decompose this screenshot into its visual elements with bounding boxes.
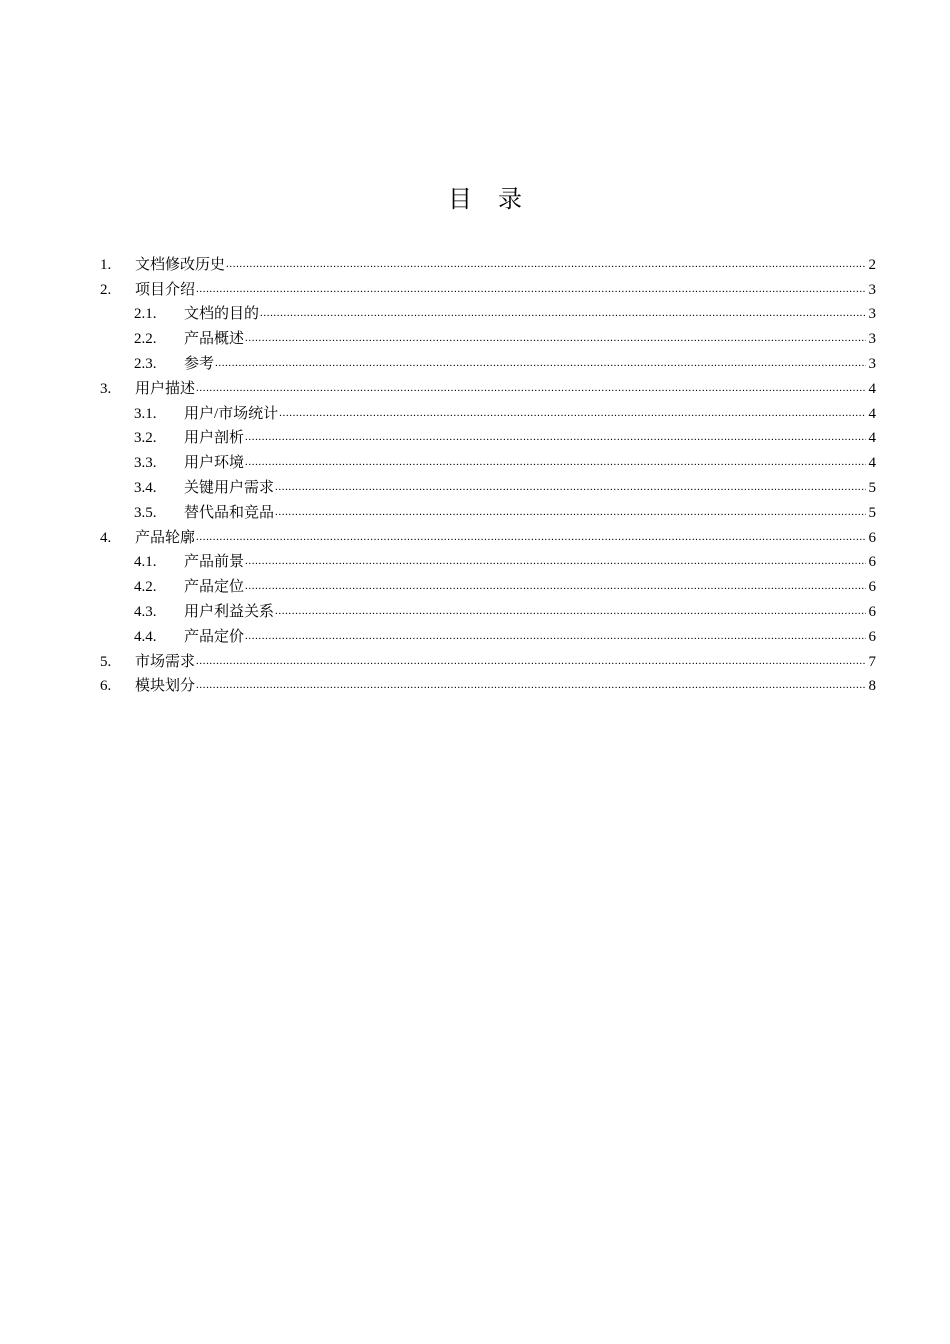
toc-entry-page: 2 <box>868 256 876 273</box>
toc-dot-leader <box>196 678 866 693</box>
toc-entry-page: 5 <box>868 504 876 521</box>
toc-entry-number: 3.3. <box>134 455 157 472</box>
toc-entry[interactable] <box>100 647 876 672</box>
toc-entry-label: 用户利益关系 <box>184 603 275 620</box>
toc-entry-label: 文档的目的 <box>184 306 260 323</box>
toc-entry-number: 3.4. <box>134 479 157 496</box>
toc-entry-page: 6 <box>868 579 876 596</box>
toc-entry-page: 6 <box>868 529 876 546</box>
toc-dot-leader <box>245 455 866 470</box>
toc-entry-page: 3 <box>868 281 876 298</box>
toc-entry-page: 4 <box>868 405 876 422</box>
toc-entry[interactable] <box>100 498 876 523</box>
toc-entry-number: 6. <box>100 678 112 695</box>
toc-entry-label: 产品概述 <box>184 331 245 348</box>
toc-entry[interactable] <box>100 597 876 622</box>
toc-entry[interactable] <box>100 399 876 424</box>
toc-entry[interactable] <box>100 473 876 498</box>
toc-dot-leader <box>196 381 866 396</box>
toc-dot-leader <box>279 406 866 421</box>
toc-entry-page: 6 <box>868 554 876 571</box>
toc-dot-leader <box>245 579 866 594</box>
toc-entry-number: 2. <box>100 281 112 298</box>
toc-entry-number: 5. <box>100 653 112 670</box>
table-of-contents <box>100 250 876 696</box>
toc-entry-page: 6 <box>868 628 876 645</box>
toc-entry-number: 2.3. <box>134 355 157 372</box>
toc-dot-leader <box>215 356 866 371</box>
toc-entry[interactable] <box>100 572 876 597</box>
toc-entry-page: 4 <box>868 430 876 447</box>
toc-entry[interactable] <box>100 672 876 697</box>
toc-entry-number: 3. <box>100 380 112 397</box>
toc-dot-leader <box>245 430 866 445</box>
toc-entry[interactable] <box>100 622 876 647</box>
toc-entry-page: 6 <box>868 603 876 620</box>
toc-entry-label: 用户剖析 <box>184 430 245 447</box>
toc-dot-leader <box>275 505 866 520</box>
toc-entry-label: 替代品和竞品 <box>184 504 275 521</box>
toc-title: 目 录 <box>448 187 532 213</box>
toc-dot-leader <box>275 604 866 619</box>
toc-dot-leader <box>226 257 866 272</box>
toc-entry-number: 3.2. <box>134 430 157 447</box>
toc-entry-number: 4. <box>100 529 112 546</box>
toc-entry-page: 3 <box>868 306 876 323</box>
toc-entry[interactable] <box>100 448 876 473</box>
toc-entry-label: 项目介绍 <box>135 281 196 298</box>
toc-entry[interactable] <box>100 300 876 325</box>
toc-entry-label: 文档修改历史 <box>135 256 226 273</box>
toc-entry-number: 2.1. <box>134 306 157 323</box>
toc-entry[interactable] <box>100 250 876 275</box>
toc-dot-leader <box>275 480 866 495</box>
toc-entry-number: 4.1. <box>134 554 157 571</box>
toc-entry-number: 3.5. <box>134 504 157 521</box>
toc-dot-leader <box>245 331 866 346</box>
toc-entry[interactable] <box>100 548 876 573</box>
toc-entry-number: 4.4. <box>134 628 157 645</box>
toc-entry[interactable] <box>100 424 876 449</box>
toc-entry-page: 3 <box>868 331 876 348</box>
toc-entry-page: 4 <box>868 455 876 472</box>
toc-entry-label: 参考 <box>184 355 215 372</box>
toc-entry-label: 用户环境 <box>184 455 245 472</box>
toc-entry-number: 1. <box>100 256 112 273</box>
toc-dot-leader <box>260 306 866 321</box>
toc-entry-label: 产品前景 <box>184 554 245 571</box>
toc-dot-leader <box>196 530 866 545</box>
toc-entry-label: 模块划分 <box>135 678 196 695</box>
toc-entry-page: 3 <box>868 355 876 372</box>
toc-entry-number: 4.3. <box>134 603 157 620</box>
toc-entry-label: 产品轮廓 <box>135 529 196 546</box>
toc-entry-label: 产品定价 <box>184 628 245 645</box>
toc-entry[interactable] <box>100 374 876 399</box>
toc-dot-leader <box>245 629 866 644</box>
toc-entry-label: 用户描述 <box>135 380 196 397</box>
toc-entry-page: 7 <box>868 653 876 670</box>
toc-entry-label: 产品定位 <box>184 579 245 596</box>
toc-entry-page: 8 <box>868 678 876 695</box>
toc-dot-leader <box>245 554 866 569</box>
toc-entry-page: 4 <box>868 380 876 397</box>
toc-dot-leader <box>196 282 866 297</box>
toc-entry-number: 4.2. <box>134 579 157 596</box>
toc-dot-leader <box>196 654 866 669</box>
toc-entry-label: 市场需求 <box>135 653 196 670</box>
toc-entry-label: 用户/市场统计 <box>184 405 279 422</box>
toc-entry-number: 2.2. <box>134 331 157 348</box>
toc-entry[interactable] <box>100 324 876 349</box>
toc-entry-label: 关键用户需求 <box>184 479 275 496</box>
toc-entry[interactable] <box>100 275 876 300</box>
toc-entry[interactable] <box>100 349 876 374</box>
toc-entry[interactable] <box>100 523 876 548</box>
toc-entry-number: 3.1. <box>134 405 157 422</box>
toc-entry-page: 5 <box>868 479 876 496</box>
